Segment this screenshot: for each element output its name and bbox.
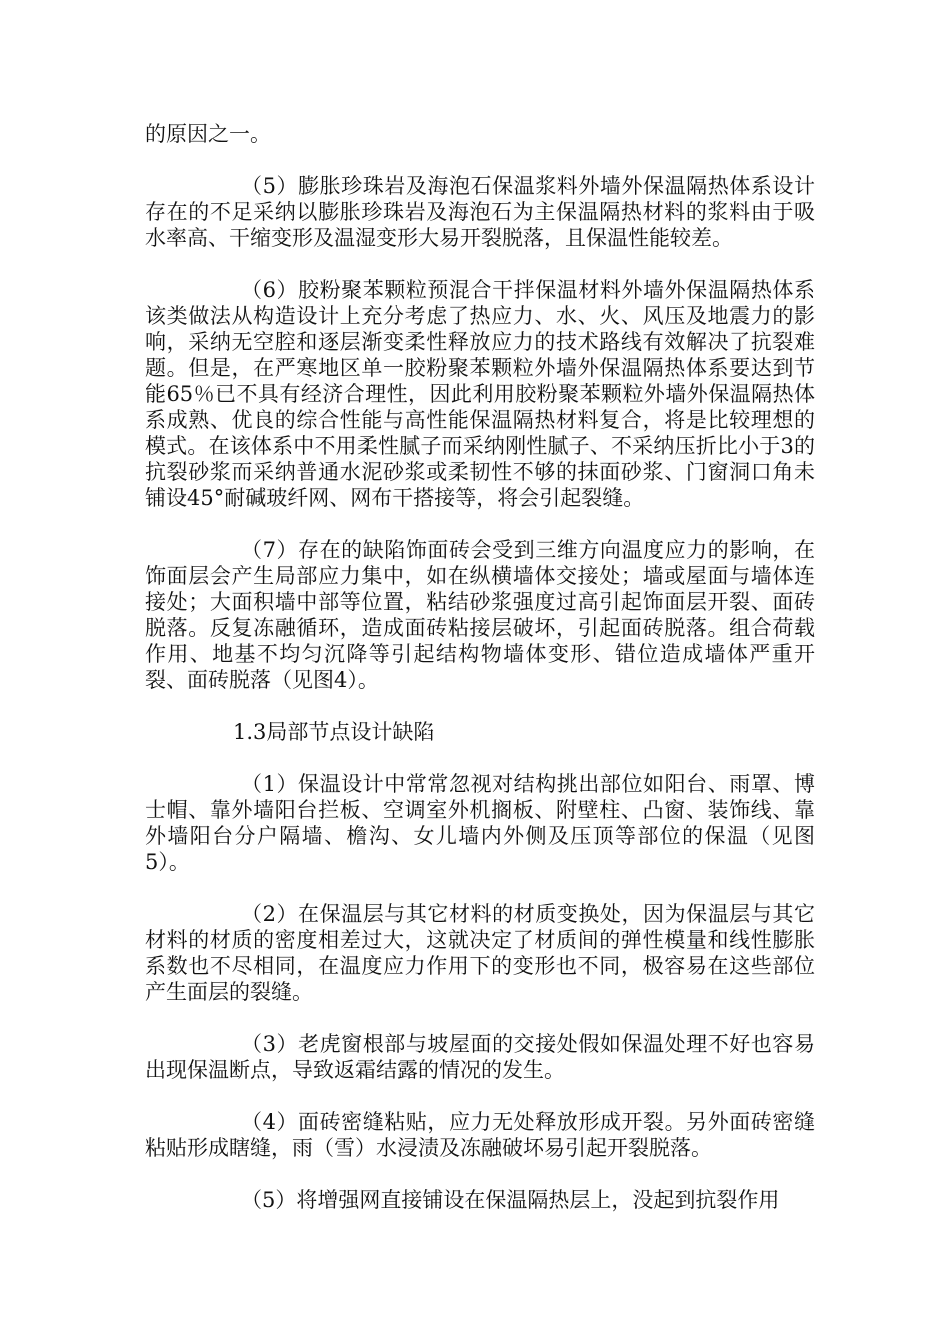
paragraph-item-6-polystyrene: （6）胶粉聚苯颗粒预混合干拌保温材料外墙外保温隔热体系该类做法从构造设计上充分考虑了热应力、水、火、风压及地震力的影响，采纳无空腔和逐层渐变柔性释放应力的技术路线有效解决了抗裂难题。但是，在严寒地区单一胶粉聚苯颗粒外墙外保温隔热体系要达到节能65％已不具有经济合理性，因此利用胶粉聚苯颗粒外墙外保温隔热体系成熟、优良的综合性能与高性能保温隔热材料复合，将是比较理想的模式。在该体系中不用柔性腻子而采纳刚性腻子、不采纳压折比小于3的抗裂砂浆而采纳普通水泥砂浆或柔韧性不够的抹面砂浆、门窗洞口角未铺设45°耐碱玻纤网、网布干搭接等，将会引起裂缝。	[145, 278, 815, 510]
paragraph-node-4: （4）面砖密缝粘贴，应力无处释放形成开裂。另外面砖密缝粘贴形成瞎缝，雨（雪）水浸渍及冻融破坏易引起开裂脱落。	[145, 1110, 815, 1160]
paragraph-node-5: （5）将增强网直接铺设在保温隔热层上，没起到抗裂作用	[241, 1188, 780, 1212]
document-body	[145, 121, 815, 1239]
paragraph-continuation: 的原因之一。	[145, 122, 271, 146]
section-heading: 1.3局部节点设计缺陷	[233, 720, 435, 744]
paragraph-item-5-perlite: （5）膨胀珍珠岩及海泡石保温浆料外墙外保温隔热体系设计存在的不足采纳以膨胀珍珠岩及海泡石为主保温隔热材料的浆料由于吸水率高、干缩变形及温湿变形大易开裂脱落，且保温性能较差。	[145, 174, 815, 250]
paragraph-node-3: （3）老虎窗根部与坡屋面的交接处假如保温处理不好也容易出现保温断点，导致返霜结露的情况的发生。	[145, 1032, 815, 1082]
paragraph-node-2: （2）在保温层与其它材料的材质变换处，因为保温层与其它材料的材质的密度相差过大，这就决定了材质间的弹性模量和线性膨胀系数也不尽相同，在温度应力作用下的变形也不同，极容易在这些部位产生面层的裂缝。	[145, 902, 815, 1004]
paragraph-node-1: （1）保温设计中常常忽视对结构挑出部位如阳台、雨罩、博士帽、靠外墙阳台拦板、空调室外机搁板、附壁柱、凸窗、装饰线、靠外墙阳台分户隔墙、檐沟、女儿墙内外侧及压顶等部位的保温（见图5）。	[145, 772, 815, 874]
paragraph-item-7-tile-defects: （7）存在的缺陷饰面砖会受到三维方向温度应力的影响，在饰面层会产生局部应力集中，如在纵横墙体交接处；墙或屋面与墙体连接处；大面积墙中部等位置，粘结砂浆强度过高引起饰面层开裂、面砖脱落。反复冻融循环，造成面砖粘接层破坏，引起面砖脱落。组合荷载作用、地基不均匀沉降等引起结构物墙体变形、错位造成墙体严重开裂、面砖脱落（见图4）。	[145, 538, 815, 692]
